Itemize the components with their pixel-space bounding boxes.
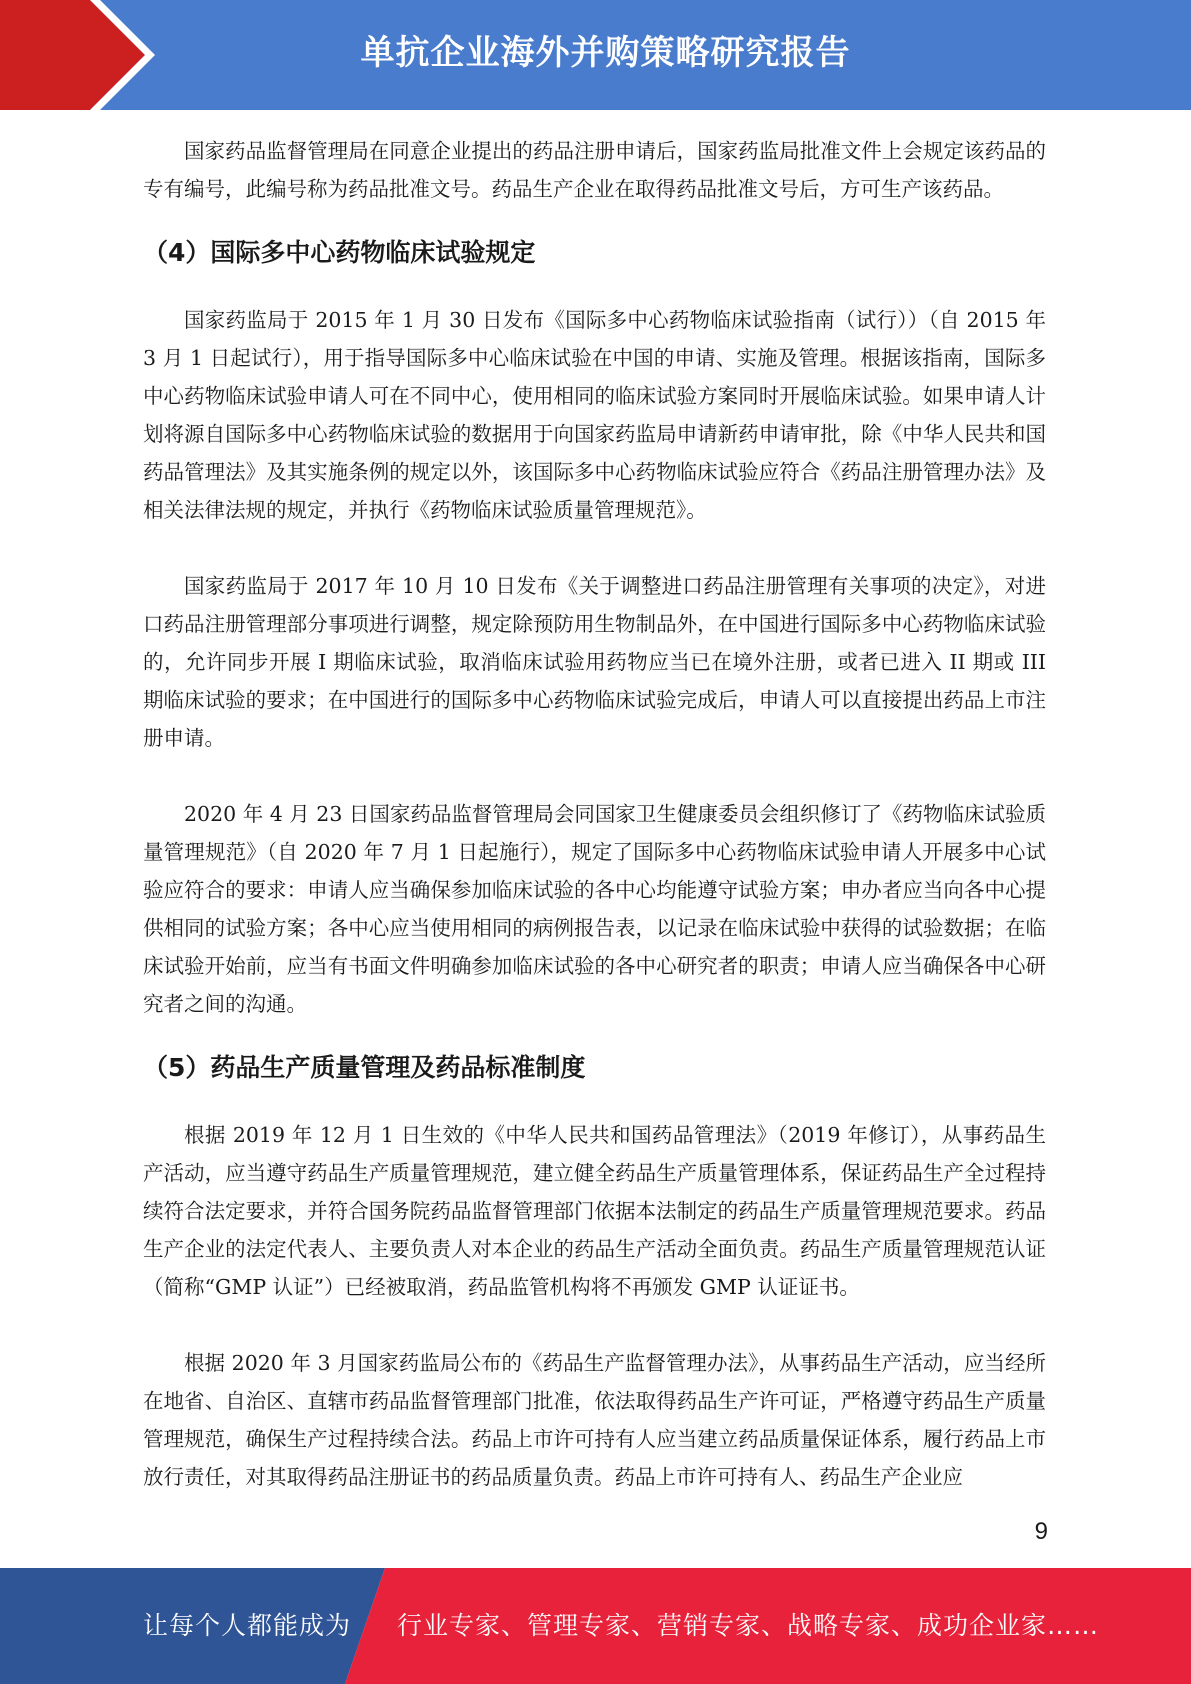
section-heading-4: （4）国际多中心药物临床试验规定	[143, 238, 536, 267]
page-number: 9	[1034, 1518, 1048, 1545]
paragraph-import-registration: 国家药监局于 2017 年 10 月 10 日发布《关于调整进口药品注册管理有关事项的决定》，对进口药品注册管理部分事项进行调整，规定除预防用生物制品外，在中国进行国际多中心药物临床试验的，允许同步开展 I 期临床试验，取消临床试验用药物应当已在境外注册，或者已进入 II 期或 III 期临床试验的要求；在中国进行的国际多中心药物临床试验完成后，申请人可以直接提出药品上市注册申请。	[143, 574, 1046, 750]
section-heading-5: （5）药品生产质量管理及药品标准制度	[143, 1053, 586, 1082]
paragraph-production-supervision: 根据 2020 年 3 月国家药监局公布的《药品生产监督管理办法》，从事药品生产活动，应当经所在地省、自治区、直辖市药品监督管理部门批准，依法取得药品生产许可证，严格遵守药品生产质量管理规范，确保生产过程持续合法。药品上市许可持有人应当建立药品质量保证体系，履行药品上市放行责任，对其取得药品注册证书的药品质量负责。药品上市许可持有人、药品生产企业应	[143, 1351, 1046, 1489]
paragraph-drug-administration-law: 根据 2019 年 12 月 1 日生效的《中华人民共和国药品管理法》（2019 年修订），从事药品生产活动，应当遵守药品生产质量管理规范，建立健全药品生产质量管理体系，保证药品生产全过程持续符合法定要求，并符合国务院药品监督管理部门依据本法制定的药品生产质量管理规范要求。药品生产企业的法定代表人、主要负责人对本企业的药品生产活动全面负责。药品生产质量管理规范认证（简称“GMP 认证”）已经被取消，药品监管机构将不再颁发 GMP 认证证书。	[143, 1123, 1046, 1299]
page-footer	[0, 1568, 1191, 1684]
page-header	[0, 0, 1191, 110]
paragraph-gcp-revision: 2020 年 4 月 23 日国家药品监督管理局会同国家卫生健康委员会组织修订了《药物临床试验质量管理规范》（自 2020 年 7 月 1 日起施行），规定了国际多中心药物临床试验申请人开展多中心试验应符合的要求：申请人应当确保参加临床试验的各中心均能遵守试验方案；申办者应当向各中心提供相同的试验方案；各中心应当使用相同的病例报告表，以记录在临床试验中获得的试验数据；在临床试验开始前，应当有书面文件明确参加临床试验的各中心研究者的职责；申请人应当确保各中心研究者之间的沟通。	[143, 802, 1046, 1016]
footer-slogan-right: 行业专家、管理专家、营销专家、战略专家、成功企业家……	[397, 1611, 1100, 1640]
report-title: 单抗企业海外并购策略研究报告	[360, 33, 851, 73]
footer-slogan-left: 让每个人都能成为	[143, 1611, 352, 1640]
paragraph-mrct-guideline: 国家药监局于 2015 年 1 月 30 日发布《国际多中心药物临床试验指南（试行））（自 2015 年 3 月 1 日起试行），用于指导国际多中心临床试验在中国的申请、实施及管理。根据该指南，国际多中心药物临床试验申请人可在不同中心，使用相同的临床试验方案同时开展临床试验。如果申请人计划将源自国际多中心药物临床试验的数据用于向国家药监局申请新药申请审批，除《中华人民共和国药品管理法》及其实施条例的规定以外，该国际多中心药物临床试验应符合《药品注册管理办法》及相关法律法规的规定，并执行《药物临床试验质量管理规范》。	[143, 308, 1046, 522]
page-content	[143, 132, 1046, 1496]
paragraph-approval-number: 国家药品监督管理局在同意企业提出的药品注册申请后，国家药监局批准文件上会规定该药品的专有编号，此编号称为药品批准文号。药品生产企业在取得药品批准文号后，方可生产该药品。	[143, 139, 1046, 201]
